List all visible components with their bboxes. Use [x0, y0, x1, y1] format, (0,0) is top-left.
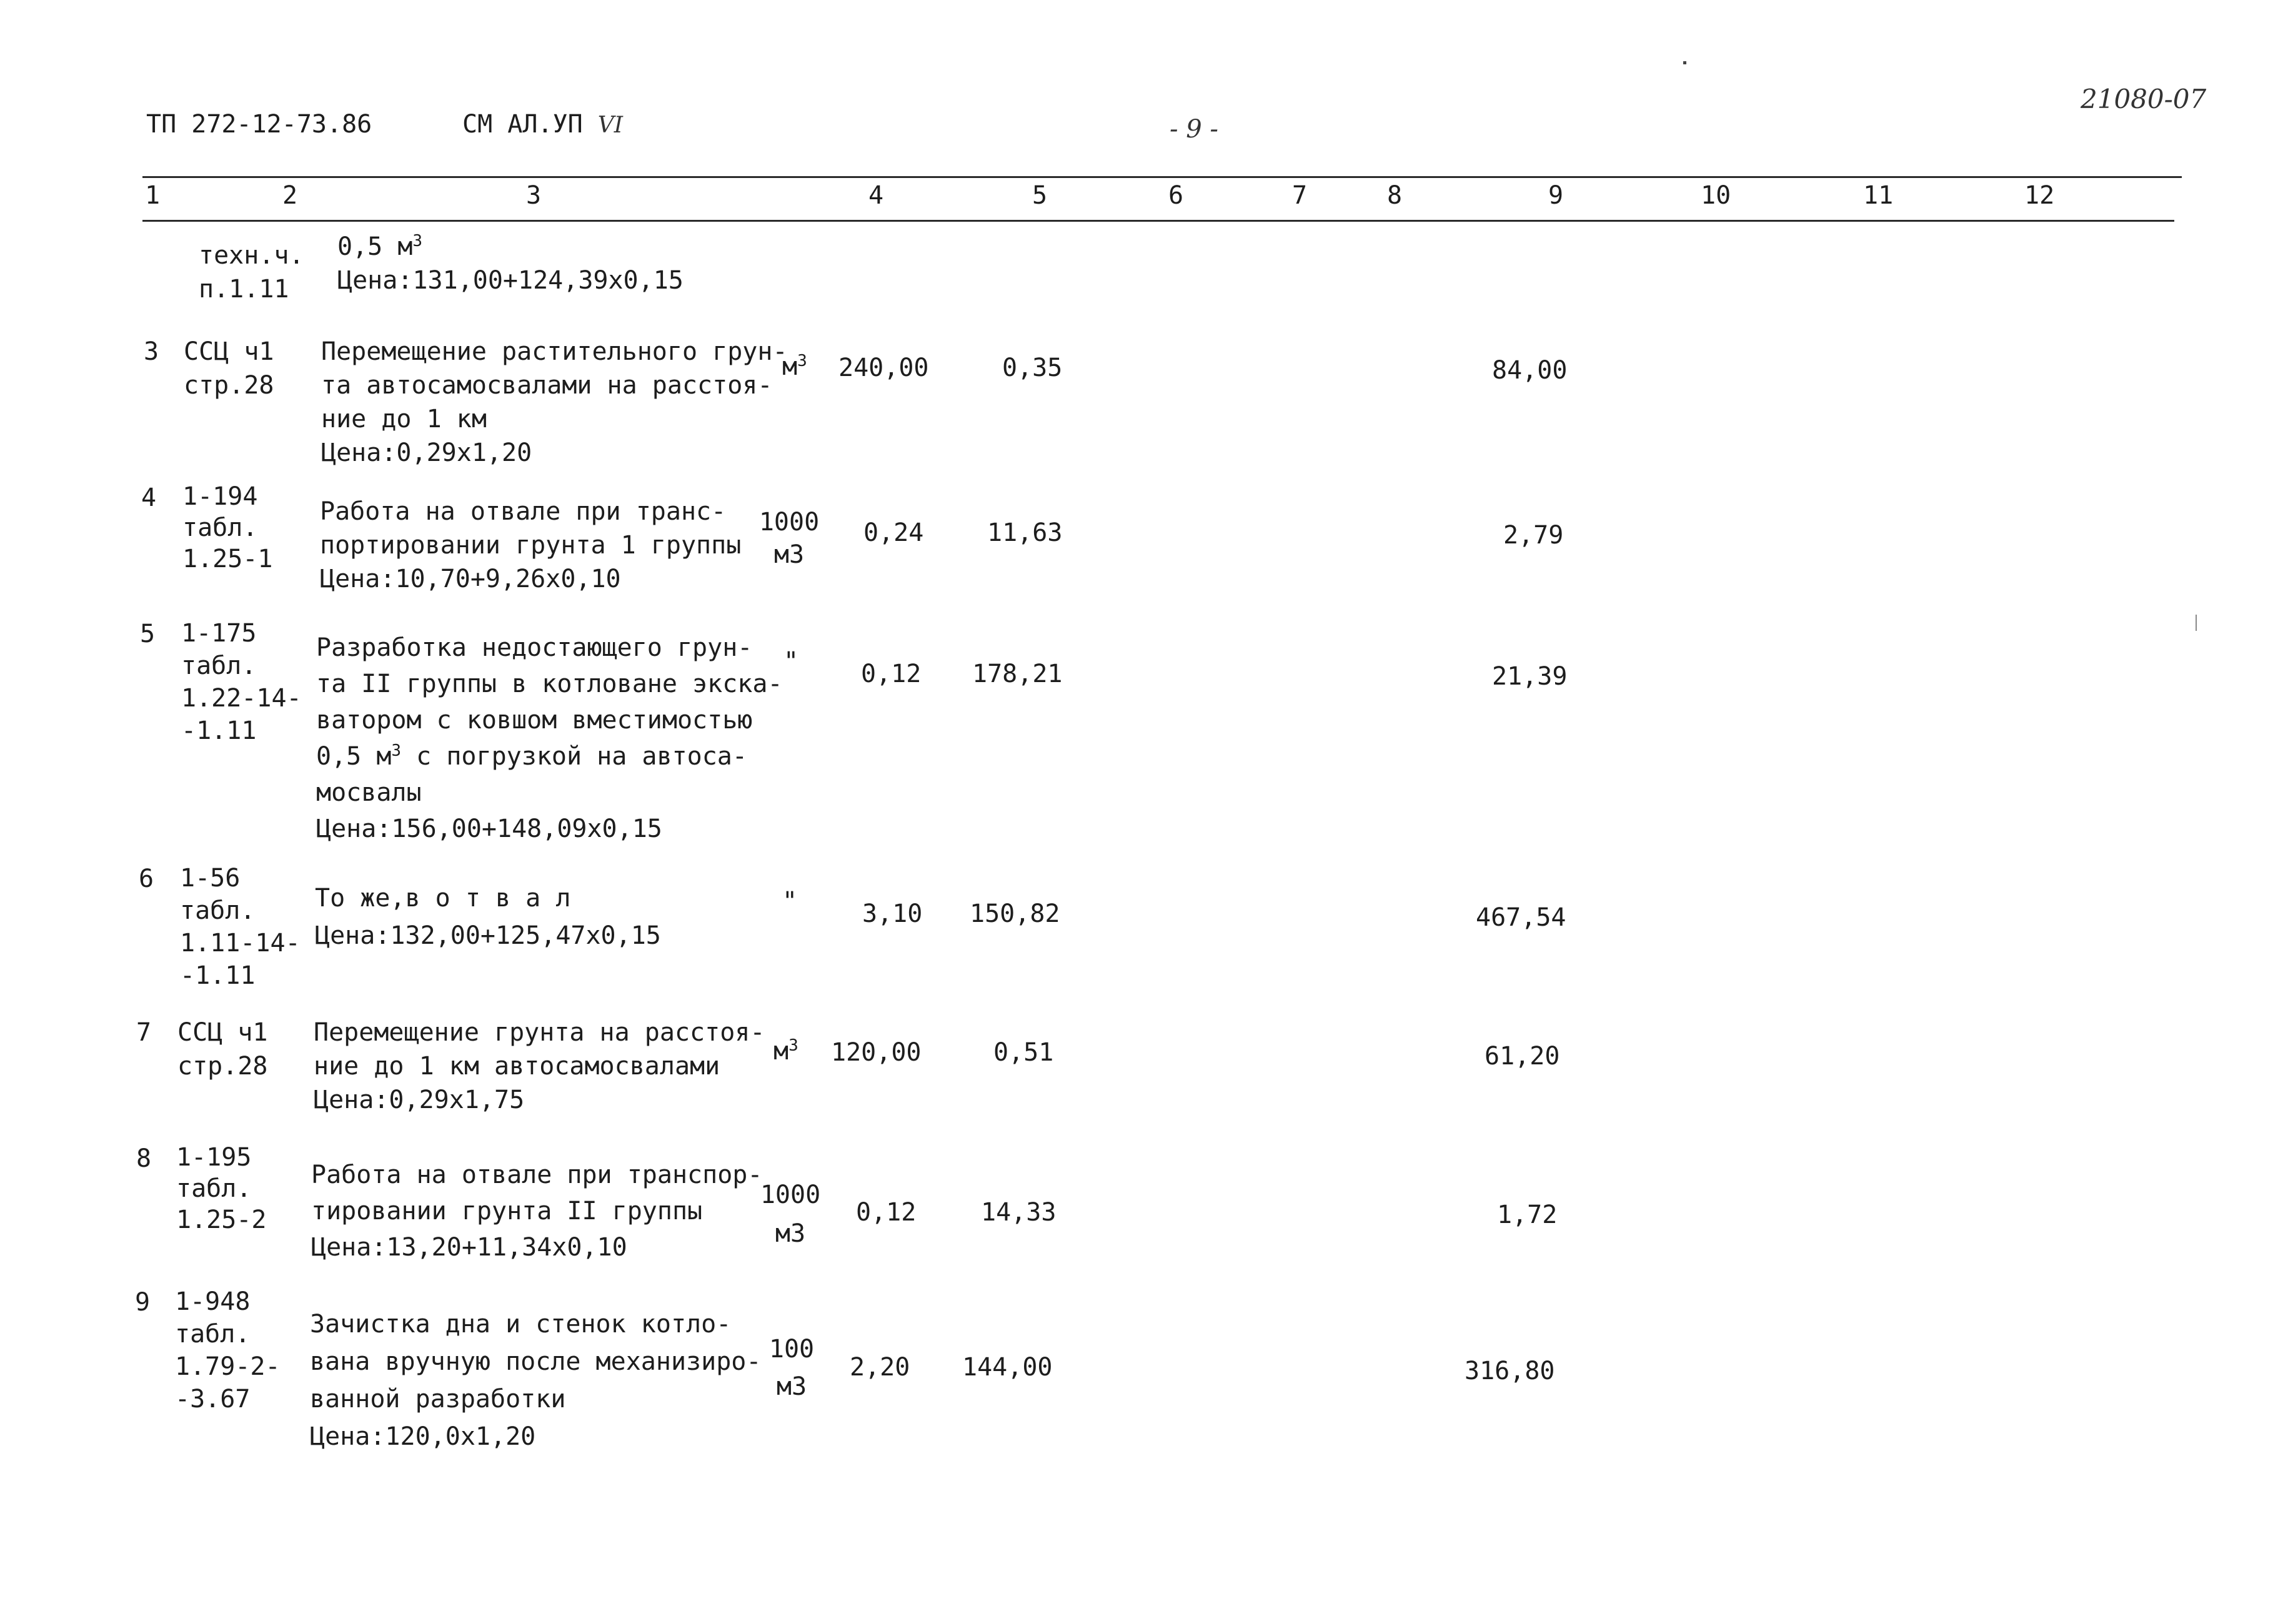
row-unit: $м^3$: [782, 352, 807, 381]
row-quantity: 0,12: [856, 1198, 917, 1227]
row-price: 150,82: [970, 899, 1060, 928]
scan-mark: [2196, 615, 2197, 631]
row-code: 1-194 табл. 1.25-1: [182, 482, 273, 573]
row-code: ССЦ ч1 стр.28: [177, 1018, 268, 1081]
column-number-10: 10: [1701, 181, 1731, 210]
row-price: 0,51: [993, 1038, 1054, 1067]
page-number: - 9 -: [1170, 115, 1218, 144]
row-number: 3: [144, 337, 159, 366]
header-bottom-rule: [142, 220, 2174, 222]
row-number: 6: [139, 864, 154, 893]
column-number-11: 11: [1863, 181, 1894, 210]
row-unit: 100 м3: [768, 1335, 815, 1401]
row-unit: $м^3$: [773, 1036, 798, 1066]
row-code: 1-948 табл. 1.79-2- -3.67: [175, 1287, 281, 1414]
column-number-2: 2: [282, 181, 298, 210]
column-number-5: 5: [1032, 181, 1048, 210]
row-number: 9: [135, 1288, 151, 1317]
column-number-3: 3: [526, 181, 542, 210]
row-description: Работа на отвале при транс- портировании грунта 1 группы Цена:10,70+9,26х0,10: [320, 497, 742, 593]
column-number-8: 8: [1387, 181, 1403, 210]
row-code: 1-195 табл. 1.25-2: [176, 1143, 267, 1234]
row-number: 7: [136, 1018, 152, 1047]
row-price: 178,21: [972, 660, 1063, 688]
volume-line: 0,5 $м^3$: [337, 232, 423, 261]
row-total: 1,72: [1497, 1201, 1558, 1229]
row-unit: ": [782, 887, 798, 916]
row-description: 0,5 $м^3$ Цена:131,00+124,39х0,15: [337, 230, 684, 297]
row-code: 1-56 табл. 1.11-14- -1.11: [180, 864, 301, 990]
row-total: 61,20: [1485, 1042, 1560, 1071]
row-total: 316,80: [1465, 1357, 1555, 1385]
row-description: Работа на отвале при транспор- тировании грунта II группы Цена:13,20+11,34х0,10: [311, 1161, 763, 1262]
column-number-12: 12: [2024, 181, 2055, 210]
column-number-4: 4: [868, 181, 884, 210]
column-number-1: 1: [145, 181, 161, 210]
row-quantity: 2,20: [850, 1353, 910, 1382]
document-code: ТП 272-12-73.86: [146, 110, 372, 139]
row-code: ССЦ ч1 стр.28: [184, 337, 274, 400]
row-description: Разработка недостающего грун- та II группы в котловане экска- ватором с ковшом вместимостью 0,5 $м^3$ с погрузкой на автоса- мосвалы Цена:156,00+148,09х0,15: [316, 633, 783, 843]
row-price: 144,00: [962, 1353, 1053, 1382]
column-number-6: 6: [1168, 181, 1184, 210]
inventory-number: 21080-07: [2081, 84, 2207, 114]
row-total: 21,39: [1492, 662, 1568, 691]
row-description: Перемещение грунта на расстоя- ние до 1 км автосамосвалами Цена:0,29х1,75: [314, 1018, 765, 1114]
scan-mark: [1683, 61, 1686, 64]
row-quantity: 120,00: [831, 1038, 922, 1067]
row-total: 2,79: [1503, 521, 1564, 550]
row-quantity: 240,00: [838, 354, 929, 382]
row-unit: 1000 м3: [760, 1181, 821, 1248]
row-price: 14,33: [981, 1198, 1057, 1227]
album-reference: [462, 110, 623, 139]
album-code: СМ АЛ.УП: [462, 110, 583, 139]
row-code: техн.ч. п.1.11: [199, 241, 304, 304]
row-total: 467,54: [1476, 903, 1566, 932]
volume-line: 0,5 $м^3$ с погрузкой на автоса-: [316, 741, 747, 771]
row-quantity: 3,10: [862, 899, 923, 928]
row-code: 1-175 табл. 1.22-14- -1.11: [181, 619, 302, 745]
header-top-rule: [142, 176, 2182, 178]
row-number: 4: [141, 483, 157, 512]
column-number-9: 9: [1548, 181, 1564, 210]
row-quantity: 0,12: [861, 660, 922, 688]
row-total: 84,00: [1492, 356, 1568, 385]
row-quantity: 0,24: [863, 518, 924, 547]
row-price: 0,35: [1002, 354, 1063, 382]
row-unit: ": [783, 647, 799, 676]
album-suffix: VI: [597, 112, 623, 138]
row-description: Перемещение растительного грун- та автосамосвалами на расстоя- ние до 1 км Цена:0,29х1,20: [321, 337, 788, 467]
row-number: 5: [140, 620, 156, 648]
column-number-7: 7: [1292, 181, 1308, 210]
row-number: 8: [136, 1144, 152, 1173]
row-unit: 1000 м3: [759, 508, 820, 569]
row-price: 11,63: [987, 518, 1063, 547]
row-description: То же,в о т в а л Цена:132,00+125,47х0,15: [315, 884, 661, 950]
row-description: Зачистка дна и стенок котло- вана вручную после механизиро- ванной разработки Цена:120,0х1,20: [310, 1310, 762, 1451]
